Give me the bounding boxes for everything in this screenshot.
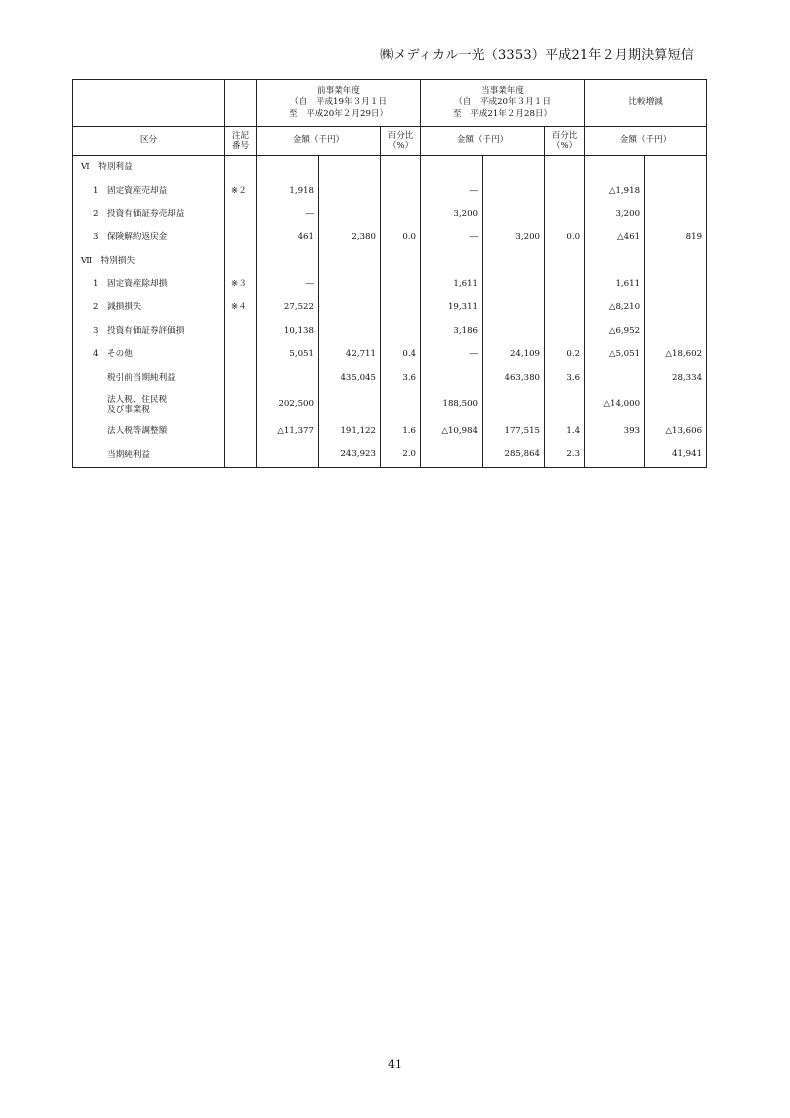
cur-amount-detail-cell: 3,200 — [421, 203, 483, 226]
table-row — [73, 273, 707, 296]
prev-amount-total-cell — [319, 320, 381, 343]
cur-amount-detail-cell: ― — [421, 226, 483, 249]
document-header: ㈱メディカル一光（3353）平成21年２月期決算短信 — [380, 48, 694, 63]
diff-amount-detail-cell — [585, 156, 645, 180]
diff-amount-detail-cell: △461 — [585, 226, 645, 249]
diff-amount-detail-cell: △6,952 — [585, 320, 645, 343]
row-item-label: 投資有価証券評価損 — [107, 325, 185, 336]
cur-amount-detail-cell — [421, 367, 483, 390]
table-row — [73, 443, 707, 467]
diff-amount-total-cell — [645, 156, 707, 180]
cur-amount-detail-cell: △10,984 — [421, 420, 483, 443]
prev-amount-detail-cell — [257, 443, 319, 467]
prev-percent-cell: 0.4 — [381, 343, 421, 366]
diff-amount-detail-cell: △5,051 — [585, 343, 645, 366]
diff-amount-total-cell: △18,602 — [645, 343, 707, 366]
row-item-number: 3 — [93, 325, 99, 336]
row-item-label: その他 — [107, 349, 133, 360]
cur-amount-total-cell: 24,109 — [483, 343, 545, 366]
note-ref-cell — [225, 203, 257, 226]
prev-amount-total-cell — [319, 179, 381, 202]
table-row — [73, 420, 707, 443]
prev-amount-total-cell: 42,711 — [319, 343, 381, 366]
cur-amount-total-cell — [483, 390, 545, 420]
table-row — [73, 226, 707, 249]
table-row — [73, 320, 707, 343]
prev-amount-total-cell: 243,923 — [319, 443, 381, 467]
prev-amount-detail-cell — [257, 156, 319, 180]
row-label — [73, 179, 225, 202]
diff-amount-total-cell: 28,334 — [645, 367, 707, 390]
diff-amount-total-cell — [645, 320, 707, 343]
row-label: 法人税、住民税 及び事業税 — [73, 390, 225, 420]
diff-amount-detail-cell — [585, 367, 645, 390]
row-item-number: 1 — [93, 279, 99, 290]
note-ref-cell — [225, 250, 257, 273]
cur-amount-detail-cell — [421, 156, 483, 180]
note-ref-cell: ※３ — [225, 273, 257, 296]
prev-percent-heading: 百分比 （%） — [381, 127, 421, 156]
note-ref-cell — [225, 226, 257, 249]
row-item-label: 投資有価証券売却益 — [107, 208, 185, 219]
note-ref-cell: ※４ — [225, 296, 257, 319]
prev-amount-detail-cell: 5,051 — [257, 343, 319, 366]
prev-percent-cell — [381, 250, 421, 273]
cur-amount-total-cell — [483, 296, 545, 319]
diff-amount-detail-cell: △14,000 — [585, 390, 645, 420]
prev-amount-detail-cell: 461 — [257, 226, 319, 249]
row-item-number: 4 — [93, 349, 99, 360]
diff-amount-detail-cell: 3,200 — [585, 203, 645, 226]
row-label — [73, 226, 225, 249]
cur-amount-detail-cell: ― — [421, 343, 483, 366]
cur-amount-total-cell: 285,864 — [483, 443, 545, 467]
prev-amount-total-cell — [319, 296, 381, 319]
cur-percent-cell — [545, 273, 585, 296]
cur-percent-heading: 百分比 （%） — [545, 127, 585, 156]
row-item-number: 2 — [93, 208, 99, 219]
prev-amount-detail-cell: 10,138 — [257, 320, 319, 343]
row-label: 法人税等調整額 — [73, 420, 225, 443]
cur-amount-total-cell — [483, 250, 545, 273]
prev-percent-cell: 3.6 — [381, 367, 421, 390]
prev-percent-cell: 0.0 — [381, 226, 421, 249]
cur-percent-cell — [545, 296, 585, 319]
prev-percent-cell — [381, 179, 421, 202]
diff-amount-detail-cell: △8,210 — [585, 296, 645, 319]
prev-amount-total-cell — [319, 390, 381, 420]
note-ref-cell — [225, 343, 257, 366]
diff-amount-total-cell — [645, 390, 707, 420]
diff-amount-detail-cell — [585, 443, 645, 467]
cur-percent-cell — [545, 390, 585, 420]
table-row — [73, 343, 707, 366]
row-label — [73, 273, 225, 296]
diff-amount-detail-cell: 1,611 — [585, 273, 645, 296]
cur-year-heading: 当事業年度 （自 平成20年３月１日 至 平成21年２月28日） — [421, 80, 585, 127]
table-row — [73, 203, 707, 226]
cur-amount-heading: 金額（千円） — [421, 127, 545, 156]
note-ref-cell: ※２ — [225, 179, 257, 202]
cur-amount-total-cell — [483, 156, 545, 180]
table-row — [73, 156, 707, 180]
prev-amount-total-cell: 191,122 — [319, 420, 381, 443]
prev-percent-cell: 2.0 — [381, 443, 421, 467]
prev-amount-detail-cell: ― — [257, 203, 319, 226]
income-statement-table — [72, 79, 707, 468]
row-label — [73, 203, 225, 226]
cur-percent-cell — [545, 320, 585, 343]
prev-percent-cell: 1.6 — [381, 420, 421, 443]
cur-percent-cell: 0.0 — [545, 226, 585, 249]
prev-amount-detail-cell — [257, 250, 319, 273]
cur-percent-cell — [545, 203, 585, 226]
cur-amount-total-cell: 3,200 — [483, 226, 545, 249]
page-number: 41 — [388, 1058, 402, 1071]
row-label — [73, 320, 225, 343]
header-blank-cell — [225, 80, 257, 127]
prev-percent-cell — [381, 273, 421, 296]
diff-amount-total-cell — [645, 250, 707, 273]
table-row — [73, 179, 707, 202]
diff-amount-detail-cell: 393 — [585, 420, 645, 443]
row-item-number: 2 — [93, 302, 99, 313]
note-no-heading: 注記 番号 — [225, 127, 257, 156]
kubun-heading: 区分 — [73, 127, 225, 156]
diff-amount-total-cell: 819 — [645, 226, 707, 249]
cur-percent-cell — [545, 250, 585, 273]
cur-amount-total-cell — [483, 203, 545, 226]
cur-amount-detail-cell: ― — [421, 179, 483, 202]
prev-amount-detail-cell — [257, 367, 319, 390]
prev-amount-detail-cell: 1,918 — [257, 179, 319, 202]
prev-amount-total-cell — [319, 250, 381, 273]
note-ref-cell — [225, 156, 257, 180]
cur-percent-cell: 2.3 — [545, 443, 585, 467]
cur-amount-detail-cell: 188,500 — [421, 390, 483, 420]
row-label: 税引前当期純利益 — [73, 367, 225, 390]
note-ref-cell — [225, 420, 257, 443]
diff-amount-total-cell — [645, 273, 707, 296]
row-item-label: 減損損失 — [107, 302, 142, 313]
row-label — [73, 343, 225, 366]
table-row — [73, 390, 707, 420]
prev-year-heading: 前事業年度 （自 平成19年３月１日 至 平成20年２月29日） — [257, 80, 421, 127]
prev-amount-detail-cell: 27,522 — [257, 296, 319, 319]
row-item-label: 固定資産売却益 — [107, 185, 168, 196]
prev-percent-cell — [381, 320, 421, 343]
note-ref-cell — [225, 320, 257, 343]
row-item-number: 3 — [93, 232, 99, 243]
cur-amount-total-cell — [483, 273, 545, 296]
cur-percent-cell: 3.6 — [545, 367, 585, 390]
prev-amount-total-cell — [319, 273, 381, 296]
cur-amount-detail-cell: 1,611 — [421, 273, 483, 296]
diff-amount-total-cell — [645, 179, 707, 202]
cur-amount-total-cell: 463,380 — [483, 367, 545, 390]
cur-amount-detail-cell: 19,311 — [421, 296, 483, 319]
comparison-amount-heading: 金額（千円） — [585, 127, 707, 156]
cur-amount-total-cell — [483, 320, 545, 343]
prev-amount-heading: 金額（千円） — [257, 127, 381, 156]
prev-amount-detail-cell: ― — [257, 273, 319, 296]
cur-amount-total-cell — [483, 179, 545, 202]
cur-percent-cell: 1.4 — [545, 420, 585, 443]
header-row-columns — [73, 127, 707, 156]
diff-amount-total-cell — [645, 203, 707, 226]
note-ref-cell — [225, 390, 257, 420]
prev-amount-detail-cell: 202,500 — [257, 390, 319, 420]
diff-amount-total-cell: 41,941 — [645, 443, 707, 467]
diff-amount-detail-cell: △1,918 — [585, 179, 645, 202]
prev-percent-cell — [381, 390, 421, 420]
row-label: Ⅵ 特別利益 — [73, 156, 225, 180]
comparison-heading: 比較増減 — [585, 80, 707, 127]
row-label: Ⅶ 特別損失 — [73, 250, 225, 273]
row-item-label: 保険解約返戻金 — [107, 232, 168, 243]
prev-amount-total-cell: 2,380 — [319, 226, 381, 249]
row-item-number: 1 — [93, 185, 99, 196]
cur-amount-detail-cell — [421, 443, 483, 467]
note-ref-cell — [225, 443, 257, 467]
prev-percent-cell — [381, 203, 421, 226]
cur-amount-detail-cell — [421, 250, 483, 273]
cur-amount-detail-cell: 3,186 — [421, 320, 483, 343]
prev-amount-total-cell: 435,045 — [319, 367, 381, 390]
prev-amount-total-cell — [319, 156, 381, 180]
row-label — [73, 296, 225, 319]
cur-percent-cell: 0.2 — [545, 343, 585, 366]
cur-amount-total-cell: 177,515 — [483, 420, 545, 443]
row-label: 当期純利益 — [73, 443, 225, 467]
cur-percent-cell — [545, 156, 585, 180]
header-blank-cell — [73, 80, 225, 127]
prev-amount-total-cell — [319, 203, 381, 226]
table-row — [73, 296, 707, 319]
diff-amount-total-cell: △13,606 — [645, 420, 707, 443]
row-item-label: 固定資産除却損 — [107, 279, 168, 290]
prev-percent-cell — [381, 296, 421, 319]
table-row — [73, 367, 707, 390]
table-row — [73, 250, 707, 273]
note-ref-cell — [225, 367, 257, 390]
cur-percent-cell — [545, 179, 585, 202]
header-row-periods — [73, 80, 707, 127]
prev-amount-detail-cell: △11,377 — [257, 420, 319, 443]
diff-amount-detail-cell — [585, 250, 645, 273]
diff-amount-total-cell — [645, 296, 707, 319]
prev-percent-cell — [381, 156, 421, 180]
